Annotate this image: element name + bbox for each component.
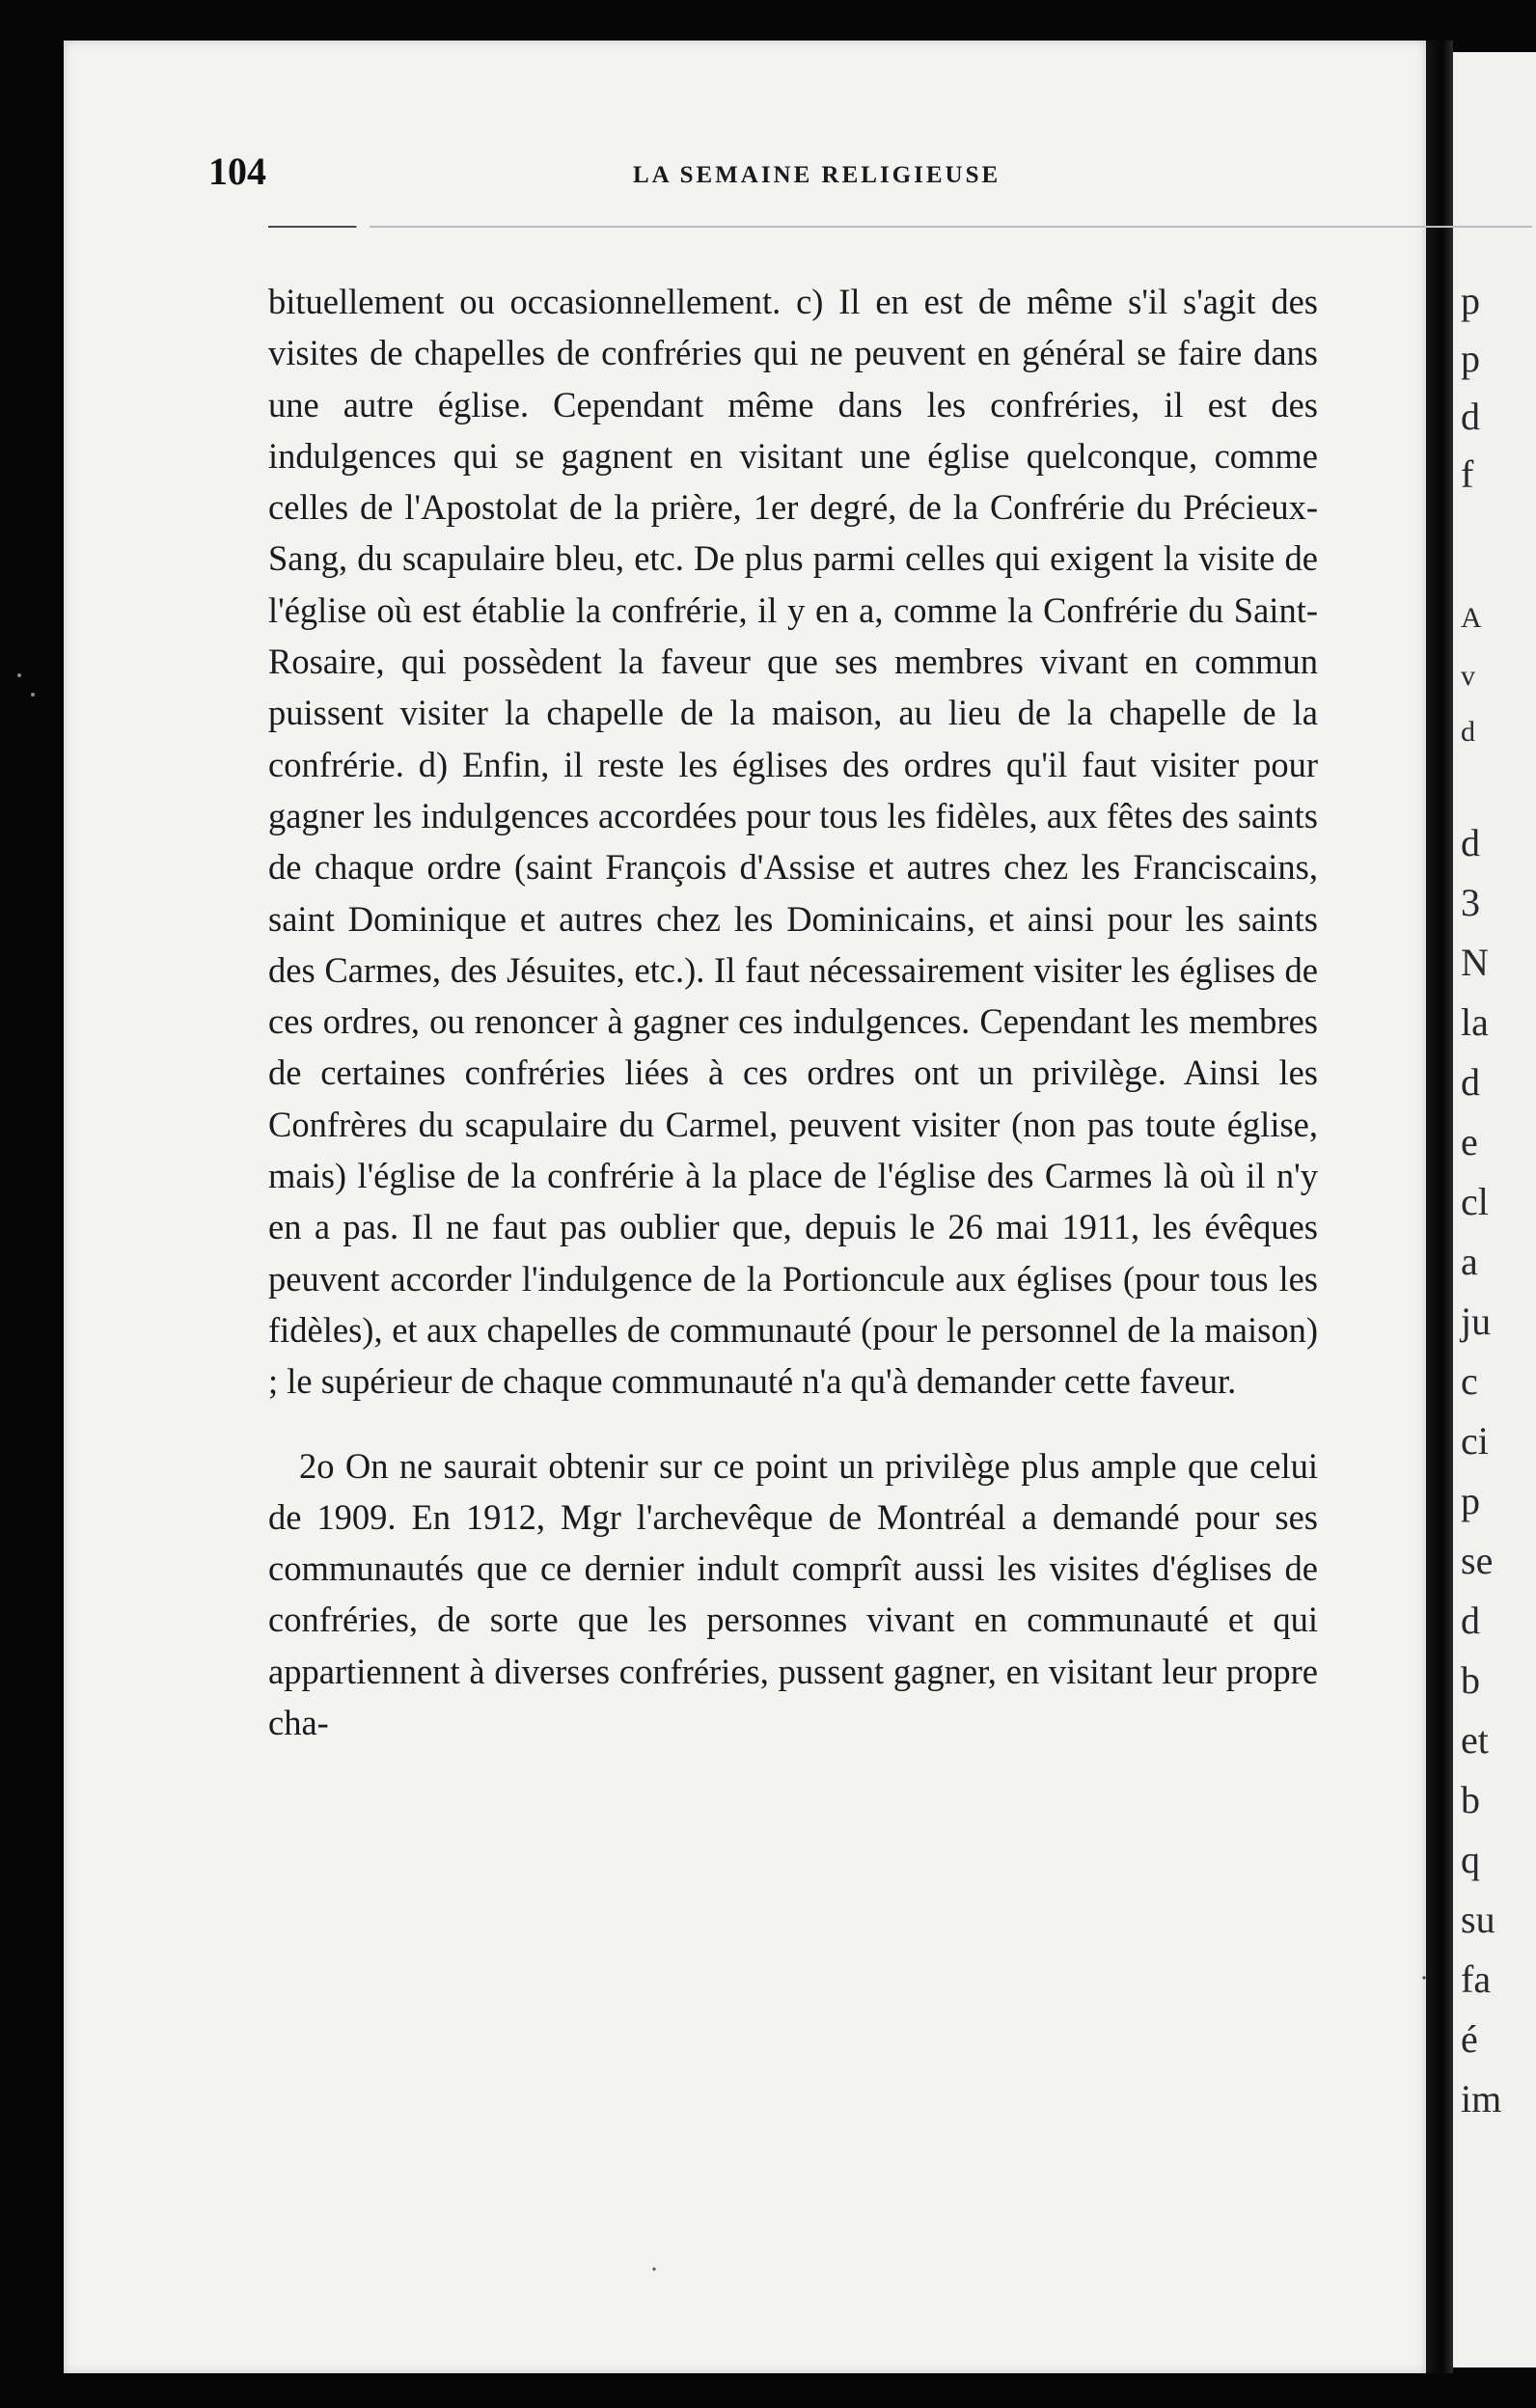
paragraph: bituellement ou occasionnellement. c) Il en est de même s'il s'agit des visites de chapelles de confréries qui ne peuvent en général se faire dans une autre église. Cependant même dans les confréries, il est des indulgences qui se gagnent en visitant une église quelconque, comme celles de l'Apostolat de la prière, 1er degré, de la Confrérie du Précieux-Sang, du scapulaire bleu, etc. De plus parmi celles qui exigent la visite de l'église où est établie la confrérie, il y en a, comme la Confrérie du Saint-Rosaire, qui possèdent la faveur que ses membres vivant en commun puissent visiter la chapelle de la maison, au lieu de la chapelle de la confrérie. d) Enfin, il reste les églises des ordres qu'il faut visiter pour gagner les indulgences accordées pour tous les fidèles, aux fêtes des saints de chaque ordre (saint François d'Assise et autres chez les Franciscains, saint Dominique et autres chez les Dominicains, et ainsi pour les saints des Carmes, des Jésuites, etc.). Il faut nécessairement visiter les églises de ces ordres, ou renoncer à gagner ces indulgences. Cependant les membres de certaines confréries liées à ces ordres ont un privilège. Ainsi les Confrères du scapulaire du Carmel, peuvent visiter (non pas toute église, mais) l'église de la confrérie à la place de l'église des Carmes là où il n'y en a pas. Il ne faut pas oublier que, depuis le 26 mai 1911, les évêques peuvent accorder l'indulgence de la Portioncule aux églises (pour tous les fidèles), et aux chapelles de communauté (pour le personnel de la maison) ; le supérieur de chaque communauté n'a qu'à demander cette faveur. [268, 282, 1318, 1402]
facing-fragment: d [1461, 716, 1475, 748]
facing-fragment: im [1461, 2077, 1502, 2121]
facing-fragment: p [1461, 279, 1480, 322]
facing-fragment: q [1461, 1838, 1480, 1881]
facing-fragment: d [1461, 1060, 1480, 1104]
speck [652, 2267, 655, 2270]
facing-fragment: A [1461, 602, 1482, 634]
facing-fragment: se [1461, 1539, 1494, 1582]
facing-fragment: b [1461, 1778, 1480, 1821]
facing-fragment: 3 [1461, 881, 1480, 924]
facing-fragment: ci [1461, 1419, 1489, 1463]
paragraph: 2o On ne saurait obtenir sur ce point un privilège plus ample que celui de 1909. En 1912, Mgr l'archevêque de Montréal a demandé pour ses communautés que ce dernier indult comprît aussi les visites d'églises de confréries, de sorte que les personnes vivant en communauté et qui appartiennent à diverses confréries, pussent gagner, en visitant leur propre cha- [268, 1445, 1318, 1743]
facing-fragment: N [1461, 941, 1489, 984]
facing-fragment: v [1461, 660, 1475, 692]
facing-fragment: cl [1461, 1180, 1489, 1223]
facing-fragment: d [1461, 395, 1480, 438]
speck [1422, 1976, 1425, 1979]
speck [31, 693, 35, 697]
facing-fragment: b [1461, 1658, 1480, 1702]
page-number: 104 [208, 150, 266, 193]
facing-fragment: a [1461, 1240, 1478, 1283]
facing-fragment: et [1461, 1718, 1489, 1762]
facing-fragment: c [1461, 1359, 1478, 1403]
facing-fragment: fa [1461, 1957, 1492, 2001]
facing-fragment: la [1461, 1000, 1489, 1044]
facing-fragment: d [1461, 1599, 1480, 1642]
facing-fragment: e [1461, 1120, 1478, 1163]
running-title: LA SEMAINE RELIGIEUSE [633, 162, 1001, 188]
facing-fragment: f [1461, 452, 1474, 496]
facing-fragment: p [1461, 1479, 1480, 1522]
facing-fragment: su [1461, 1898, 1495, 1941]
facing-fragment: ju [1461, 1300, 1492, 1343]
speck [17, 673, 21, 677]
facing-fragment: é [1461, 2017, 1478, 2061]
facing-fragment: p [1461, 337, 1480, 380]
facing-fragment: d [1461, 821, 1480, 864]
